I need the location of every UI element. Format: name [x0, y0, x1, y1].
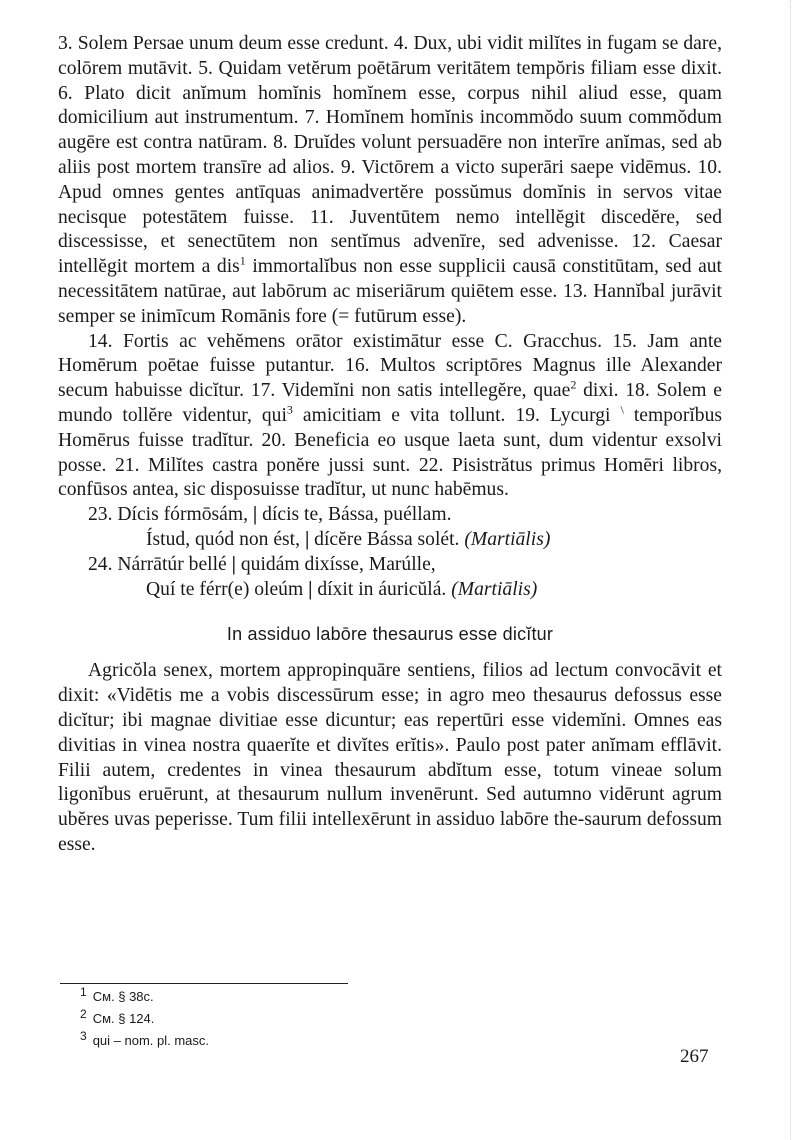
verse-24	[58, 553, 722, 603]
caesura-mark: |	[231, 553, 236, 575]
exercise-paragraph-1	[58, 32, 722, 330]
verse-line	[58, 553, 722, 578]
footnotes	[80, 986, 209, 1052]
exercise-text: amicitiam e vita tollunt. 19. Lycurgi	[292, 404, 621, 426]
exercise-text: 3. Solem Persae unum deum esse credunt. 4. Dux, ubi vidit milĭtes in fugam se dare, colōrem mutāvit. 5. Quidam vetĕrum poētārum veritātem tempŏris filiam esse dixit. 6. Plato dicit anĭmum homĭnis homĭnem esse, corpus nihil aliud esse, quam domicilium aut instrumentum. 7. Homĭnem homĭnis incommŏdo suum commŏdum augēre est contra natūram. 8. Druĭdes volunt persuadēre non interīre anĭmas, sed ab aliis post mortem transīre ad alios. 9. Victōrem a victo superāri saepe vidēmus. 10. Apud omnes gentes antīquas animadvertĕre possŭmus domĭnis in servos vitae necisque potestātem fuisse. 11. Juventūtem nemo intellĕgit discedĕre, sed discessisse, et senectūtem non sentĭmus advenīre, sed advenisse. 12. Caesar intellĕgit mortem a dis	[58, 33, 722, 278]
footnote-3	[80, 1030, 209, 1052]
caesura-mark: |	[304, 528, 310, 550]
verse-text: dícĕre Bássa solét.	[314, 528, 460, 550]
exercise-text: immortalĭbus non esse supplicii causā constitūtam, sed aut necessitātem natūrae, aut labōrum ac miseriārum quiētem esse. 13. Hannĭbal jurāvit semper se inimīcum Romānis fore (= futūrum esse).	[58, 256, 722, 327]
tick-mark: \	[620, 402, 624, 417]
footnote-number: 3	[80, 1028, 87, 1043]
footnote-text: qui – nom. pl. masc.	[92, 1033, 210, 1048]
footnote-number: 1	[80, 984, 87, 999]
scan-edge	[790, 0, 791, 1140]
verse-text: quidám dixísse, Marúlle,	[240, 553, 436, 575]
footnote-divider	[60, 983, 348, 984]
footnote-2	[80, 1008, 209, 1030]
verse-line	[58, 578, 722, 603]
verse-text: 23. Dícis fórmōsám,	[88, 504, 248, 526]
verse-text: Ístud, quód non ést,	[146, 528, 301, 550]
verse-text: dícis te, Bássa, puéllam.	[262, 504, 452, 526]
story-paragraph: Agricŏla senex, mortem appropinquāre sentiens, filios ad lectum convocāvit et dixit: «Vidētis me a vobis discessūrum esse; in agro meo thesaurus defossus esse dicĭtur; ibi magnae divitiae esse dicuntur; eas repertūri esse videmĭni. Omnes eas divitias in vinea nostra quaerĭte et divĭtes erĭtis». Paulo post pater anĭmam efflāvit. Filii autem, credentes in vinea thesaurum abdĭtum esse, totum vineae solum ligonĭbus eruērunt, at thesaurum nullum invenērunt. Sed autumno vidērunt agrum ubĕres uvas peperisse. Tum filii intellexērunt in assiduo labōre the-saurum defossum esse.	[58, 660, 722, 855]
footnote-text: См. § 38с.	[92, 989, 154, 1004]
exercise-paragraph-2	[58, 330, 722, 504]
page-body	[58, 32, 722, 858]
verse-23	[58, 503, 722, 553]
verse-line	[58, 503, 722, 528]
footnote-1	[80, 986, 209, 1008]
caesura-mark: |	[308, 578, 313, 600]
exercise-text: dixi. 18. Solem e mundo tollĕre videntur, qui	[58, 380, 722, 426]
exercise-text: temporĭbus Homērus fuisse tradĭtur. 20. Beneficia eo usque laeta sunt, dum videntur exsolvi posse. 21. Milĭtes castra ponĕre jussi sunt. 22. Pisistrătus primus Homēri libros, confūsos antea, sic disposuisse tradĭtur, ut nunc habēmus.	[58, 404, 723, 501]
footnote-ref-3: 3	[286, 402, 293, 417]
verse-text: Quí te férr(e) oleúm	[146, 578, 304, 600]
exercise-text: 14. Fortis ac vehĕmens orātor existimātur esse C. Gracchus. 15. Jam ante Homērum poētae fuisse putantur. 16. Multos scriptōres Magnus ille Alexander secum habuisse dicĭtur. 17. Videmĭni non satis intellegĕre, quae	[58, 330, 722, 402]
footnote-ref-1: 1	[239, 253, 246, 268]
attribution: (Martiālis)	[451, 578, 538, 600]
section-heading: In assiduo labōre thesaurus esse dicĭtur	[226, 624, 554, 645]
attribution: (Martiālis)	[464, 528, 551, 550]
footnote-number: 2	[80, 1006, 87, 1021]
footnote-text: См. § 124.	[92, 1011, 155, 1026]
page-number: 267	[680, 1046, 709, 1067]
footnote-ref-2: 2	[570, 377, 577, 392]
caesura-mark: |	[252, 504, 258, 526]
verse-text: díxit in áuricŭlá.	[317, 578, 447, 600]
verse-line	[58, 528, 722, 553]
verse-text: 24. Nárrātúr bellé	[88, 553, 227, 575]
